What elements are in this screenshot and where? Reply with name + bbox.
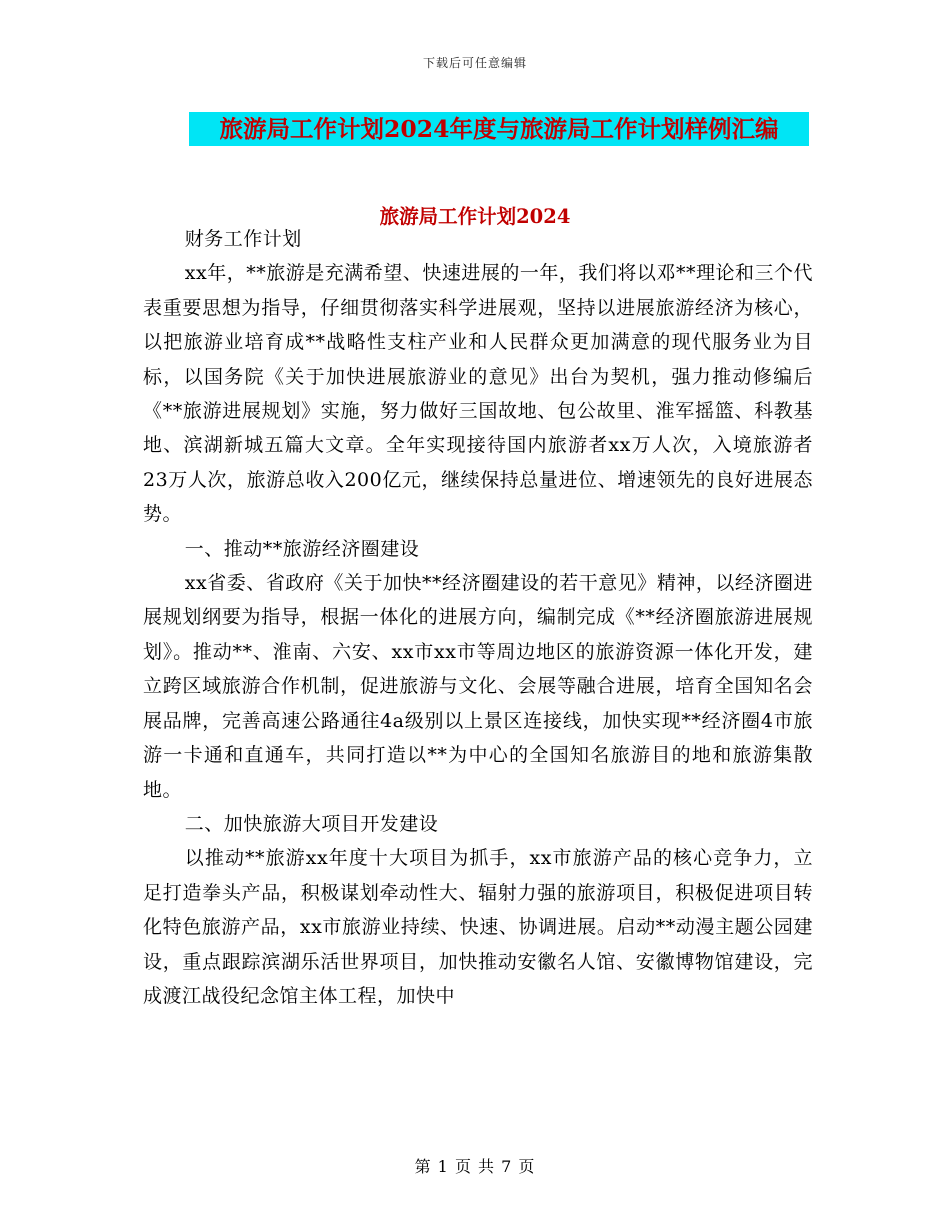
document-body [143, 222, 813, 1013]
paragraph-intro: xx年，**旅游是充满希望、快速进展的一年，我们将以邓**理论和三个代表重要思想为指导，仔细贯彻落实科学进展观，坚持以进展旅游经济为核心，以把旅游业培育成**战略性支柱产业和人民群众更加满意的现代服务业为目标，以国务院《关于加快进展旅游业的意见》出台为契机，强力推动修编后《**旅游进展规划》实施，努力做好三国故地、包公故里、淮军摇篮、科教基地、滨湖新城五篇大文章。全年实现接待国内旅游者xx万人次，入境旅游者23万人次，旅游总收入200亿元，继续保持总量进位、增速领先的良好进展态势。 [143, 262, 813, 526]
heading-finance: 财务工作计划 [184, 228, 302, 250]
section-title: 旅游局工作计划2024 [379, 205, 571, 228]
page-footer: 第 1 页 共 7 页 [414, 1157, 536, 1176]
heading-one: 一、推动**旅游经济圈建设 [184, 537, 420, 560]
header-note: 下载后可任意编辑 [422, 56, 527, 70]
heading-two: 二、加快旅游大项目开发建设 [184, 812, 439, 835]
paragraph-one: xx省委、省政府《关于加快**经济圈建设的若干意见》精神，以经济圈进展规划纲要为指导，根据一体化的进展方向，编制完成《**经济圈旅游进展规划》。推动**、淮南、六安、xx市xx市等周边地区的旅游资源一体化开发，建立跨区域旅游合作机制，促进旅游与文化、会展等融合进展，培育全国知名会展品牌，完善高速公路通往4a级别以上景区连接线，加快实现**经济圈4市旅游一卡通和直通车，共同打造以**为中心的全国知名旅游目的地和旅游集散地。 [143, 572, 813, 801]
document-title: 旅游局工作计划2024年度与旅游局工作计划样例汇编 [189, 112, 809, 146]
paragraph-two: 以推动**旅游xx年度十大项目为抓手，xx市旅游产品的核心竞争力，立足打造拳头产品，积极谋划牵动性大、辐射力强的旅游项目，积极促进项目转化特色旅游产品，xx市旅游业持续、快速、协调进展。启动**动漫主题公园建设，重点跟踪滨湖乐活世界项目，加快推动安徽名人馆、安徽博物馆建设，完成渡江战役纪念馆主体工程，加快中 [143, 847, 813, 1007]
